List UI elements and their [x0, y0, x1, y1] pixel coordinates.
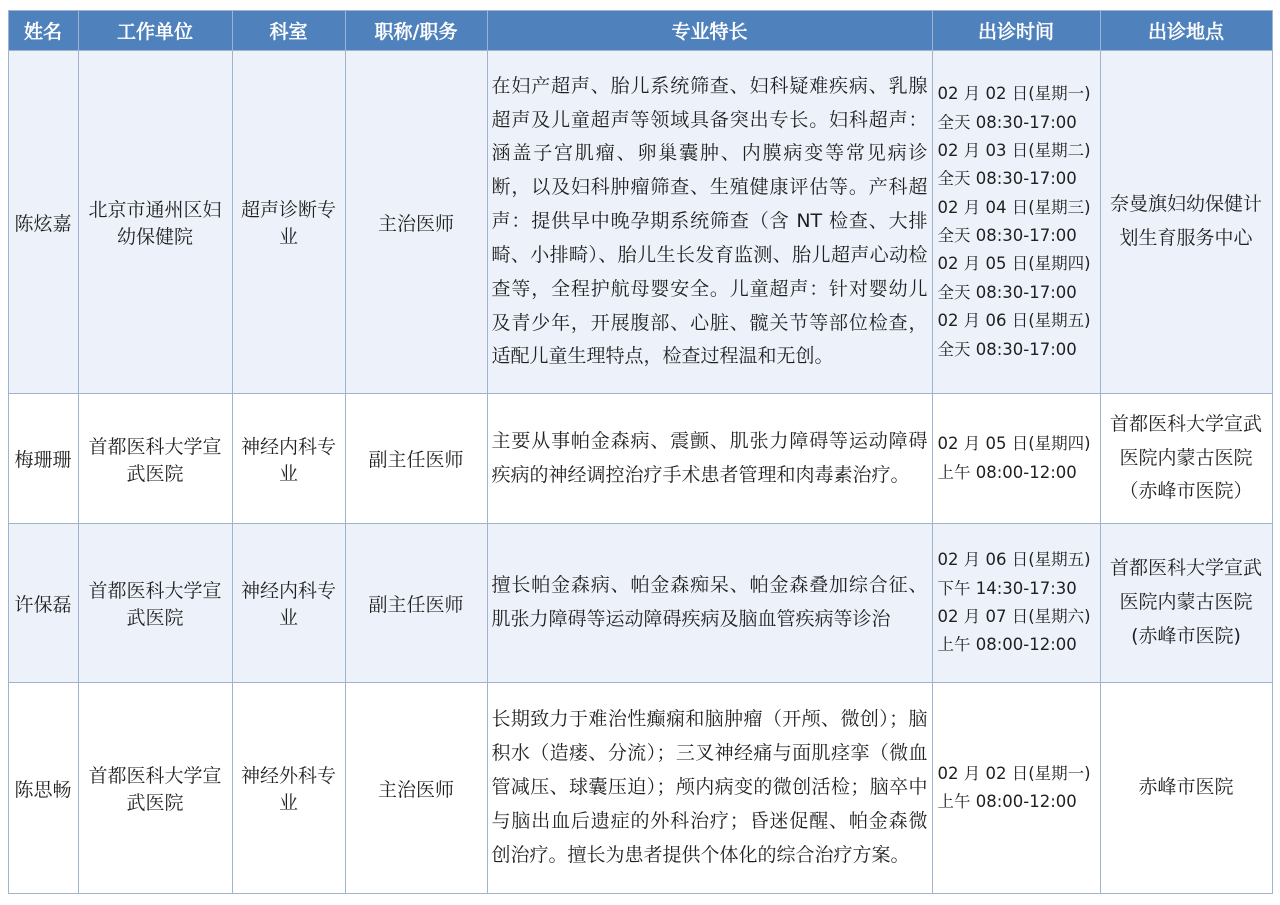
schedule-line: 全天 08:30-17:00: [937, 226, 1077, 245]
schedule-line: 02 月 05 日(星期四): [937, 434, 1091, 454]
specialty: 主要从事帕金森病、震颤、肌张力障碍等运动障碍疾病的神经调控治疗手术患者管理和肉毒素治疗。: [487, 394, 932, 524]
visit-location: 赤峰市医院: [1100, 683, 1272, 894]
department: 神经外科专业: [232, 683, 345, 894]
schedule-line: 全天 08:30-17:00: [937, 169, 1077, 189]
header-title: 职称/职务: [345, 11, 487, 51]
department: 神经内科专业: [232, 394, 345, 524]
specialty: 在妇产超声、胎儿系统筛查、妇科疑难疾病、乳腺超声及儿童超声等领域具备突出专长。妇科超声：涵盖子宫肌瘤、卵巢囊肿、内膜病变等常见病诊断，以及妇科肿瘤筛查、生殖健康评估等。产科超声：提供早中晚孕期系统筛查（含 NT 检查、大排畸、小排畸）、胎儿生长发育监测、胎儿超声心动检查等，全程护航母婴安全。儿童超声：针对婴幼儿及青少年，开展腹部、心脏、髋关节等部位检查，适配儿童生理特点，检查过程温和无创。: [487, 51, 932, 394]
table-row: [8, 683, 1272, 894]
visit-location: 首都医科大学宣武医院内蒙古医院（赤峰市医院）: [1100, 394, 1272, 524]
visit-location: 奈曼旗妇幼保健计划生育服务中心: [1100, 51, 1272, 394]
department: 超声诊断专业: [232, 51, 345, 394]
schedule-cell: [932, 683, 1100, 894]
schedule-line: 02 月 06 日(星期五): [937, 550, 1091, 570]
header-department: 科室: [232, 11, 345, 51]
header-name: 姓名: [8, 11, 78, 51]
header-location: 出诊地点: [1100, 11, 1272, 51]
schedule-line: 02 月 04 日(星期三): [937, 197, 1091, 217]
job-title: 副主任医师: [345, 394, 487, 524]
department: 神经内科专业: [232, 524, 345, 683]
schedule-line: 下午 14:30-17:30: [937, 578, 1077, 598]
schedule-line: 02 月 02 日(星期一): [937, 84, 1091, 104]
header-schedule: 出诊时间: [932, 11, 1100, 51]
work-unit: 首都医科大学宣武医院: [78, 524, 232, 683]
schedule-cell: [932, 51, 1100, 394]
schedule-line: 上午 08:00-12:00: [937, 792, 1077, 811]
schedule-line: 全天 08:30-17:00: [937, 339, 1077, 359]
job-title: 副主任医师: [345, 524, 487, 683]
doctor-name: 梅珊珊: [8, 394, 78, 524]
header-row: [8, 11, 1272, 51]
schedule-line: 上午 08:00-12:00: [937, 635, 1077, 655]
specialty: 长期致力于难治性癫痫和脑肿瘤（开颅、微创）；脑积水（造瘘、分流）；三叉神经痛与面肌痉挛（微血管减压、球囊压迫）；颅内病变的微创活检；脑卒中与脑出血后遗症的外科治疗；昏迷促醒、帕金森微创治疗。擅长为患者提供个体化的综合治疗方案。: [487, 683, 932, 894]
schedule-line: 02 月 03 日(星期二): [937, 140, 1091, 160]
work-unit: 首都医科大学宣武医院: [78, 683, 232, 894]
specialty: 擅长帕金森病、帕金森痴呆、帕金森叠加综合征、肌张力障碍等运动障碍疾病及脑血管疾病等诊治: [487, 524, 932, 683]
doctor-name: 陈思畅: [8, 683, 78, 894]
schedule-line: 全天 08:30-17:00: [937, 282, 1077, 302]
doctor-name: 许保磊: [8, 524, 78, 683]
job-title: 主治医师: [345, 51, 487, 394]
header-specialty: 专业特长: [487, 11, 932, 51]
doctor-schedule-table: [8, 10, 1273, 894]
doctor-name: 陈炫嘉: [8, 51, 78, 394]
schedule-line: 02 月 02 日(星期一): [937, 763, 1091, 783]
schedule-line: 02 月 06 日(星期五): [937, 311, 1091, 331]
schedule-line: 02 月 05 日(星期四): [937, 254, 1091, 274]
table-row: [8, 394, 1272, 524]
header-workplace: 工作单位: [78, 11, 232, 51]
work-unit: 北京市通州区妇幼保健院: [78, 51, 232, 394]
table-row: [8, 524, 1272, 683]
schedule-line: 全天 08:30-17:00: [937, 112, 1077, 132]
schedule-line: 02 月 07 日(星期六): [937, 607, 1091, 626]
table-row: [8, 51, 1272, 394]
schedule-cell: [932, 394, 1100, 524]
work-unit: 首都医科大学宣武医院: [78, 394, 232, 524]
job-title: 主治医师: [345, 683, 487, 894]
schedule-line: 上午 08:00-12:00: [937, 462, 1077, 482]
visit-location: 首都医科大学宣武医院内蒙古医院(赤峰市医院): [1100, 524, 1272, 683]
schedule-cell: [932, 524, 1100, 683]
